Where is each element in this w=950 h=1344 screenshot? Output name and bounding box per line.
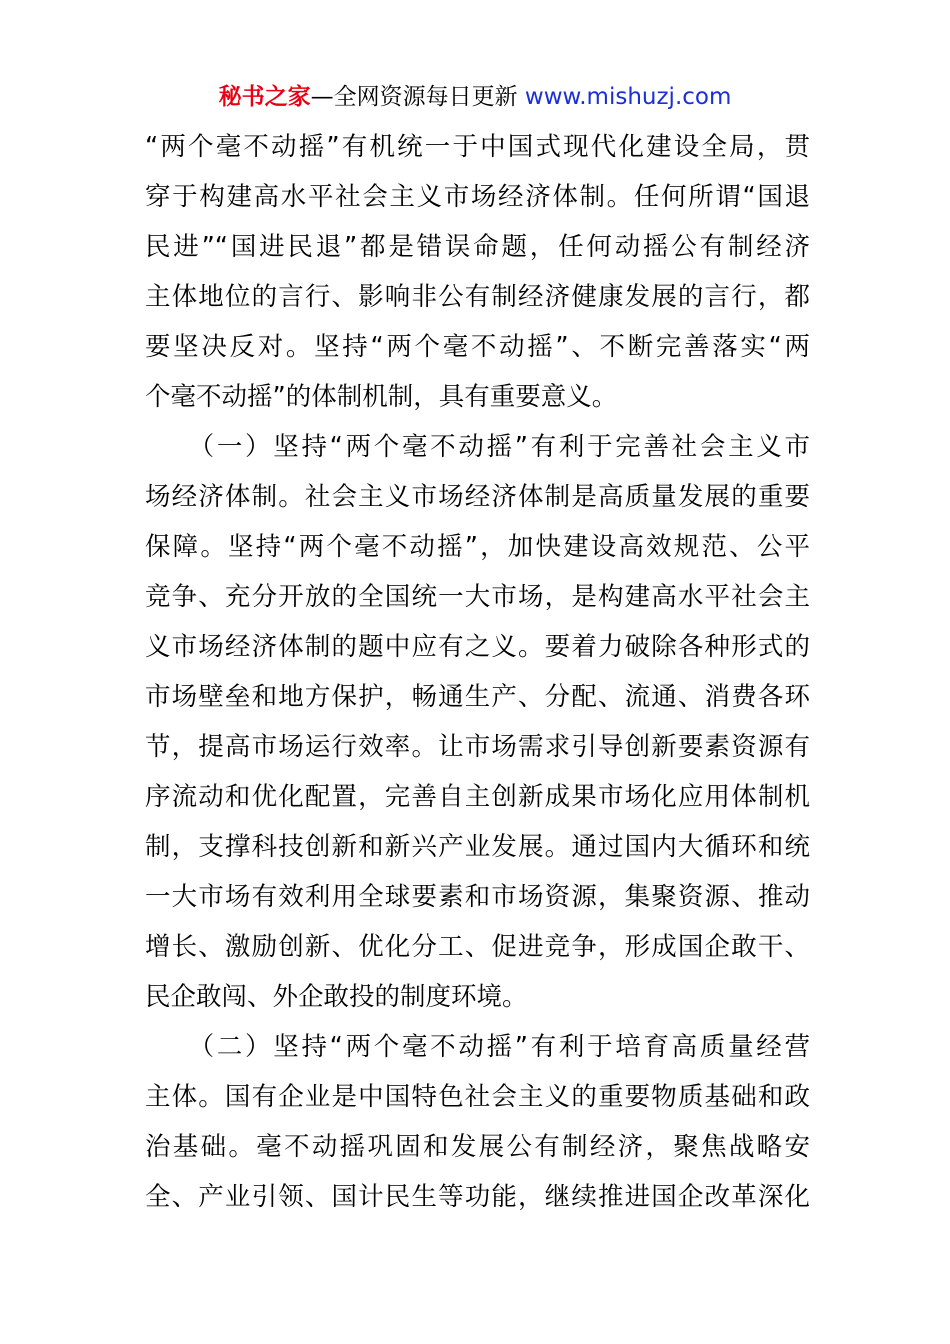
document-body — [145, 122, 810, 1222]
paragraph-intro — [145, 122, 810, 422]
text-line: 个毫不动摇”的体制机制，具有重要意义。 — [145, 382, 618, 412]
text-line: 要坚决反对。坚持“两个毫不动摇”、不断完善落实“两 — [145, 332, 810, 362]
text-line: 穿于构建高水平社会主义市场经济体制。任何所谓“国退 — [145, 182, 810, 212]
text-line: 增长、激励创新、优化分工、促进竞争，形成国企敢干、 — [145, 932, 810, 962]
text-line: （二）坚持“两个毫不动摇”有利于培育高质量经营 — [145, 1032, 810, 1062]
text-line: 民企敢闯、外企敢投的制度环境。 — [145, 982, 528, 1012]
text-line: 全、产业引领、国计民生等功能，继续推进国企改革深化 — [145, 1182, 810, 1212]
text-line: 保障。坚持“两个毫不动摇”，加快建设高效规范、公平 — [145, 532, 810, 562]
text-line: 市场壁垒和地方保护，畅通生产、分配、流通、消费各环 — [145, 682, 810, 712]
text-line: 序流动和优化配置，完善自主创新成果市场化应用体制机 — [145, 782, 810, 812]
text-line: 主体。国有企业是中国特色社会主义的重要物质基础和政 — [145, 1082, 810, 1112]
text-line: 治基础。毫不动摇巩固和发展公有制经济，聚焦战略安 — [145, 1132, 810, 1162]
paragraph-section-2 — [145, 1022, 810, 1222]
text-line: 制，支撑科技创新和新兴产业发展。通过国内大循环和统 — [145, 832, 810, 862]
text-line: 竞争、充分开放的全国统一大市场，是构建高水平社会主 — [145, 582, 810, 612]
text-line: “两个毫不动摇”有机统一于中国式现代化建设全局，贯 — [145, 132, 810, 162]
site-tagline: —全网资源每日更新 — [310, 84, 525, 110]
text-line: 主体地位的言行、影响非公有制经济健康发展的言行，都 — [145, 282, 810, 312]
paragraph-section-1 — [145, 422, 810, 1022]
text-line: 场经济体制。社会主义市场经济体制是高质量发展的重要 — [145, 482, 810, 512]
text-line: 民进”“国进民退”都是错误命题，任何动摇公有制经济 — [145, 232, 810, 262]
text-line: 一大市场有效利用全球要素和市场资源，集聚资源、推动 — [145, 882, 810, 912]
site-header — [0, 80, 950, 114]
text-line: 节，提高市场运行效率。让市场需求引导创新要素资源有 — [145, 732, 810, 762]
site-brand: 秘书之家 — [218, 84, 311, 110]
site-url-link[interactable]: www.mishuzj.com — [524, 84, 732, 110]
text-line: （一）坚持“两个毫不动摇”有利于完善社会主义市 — [145, 432, 810, 462]
text-line: 义市场经济体制的题中应有之义。要着力破除各种形式的 — [145, 632, 810, 662]
